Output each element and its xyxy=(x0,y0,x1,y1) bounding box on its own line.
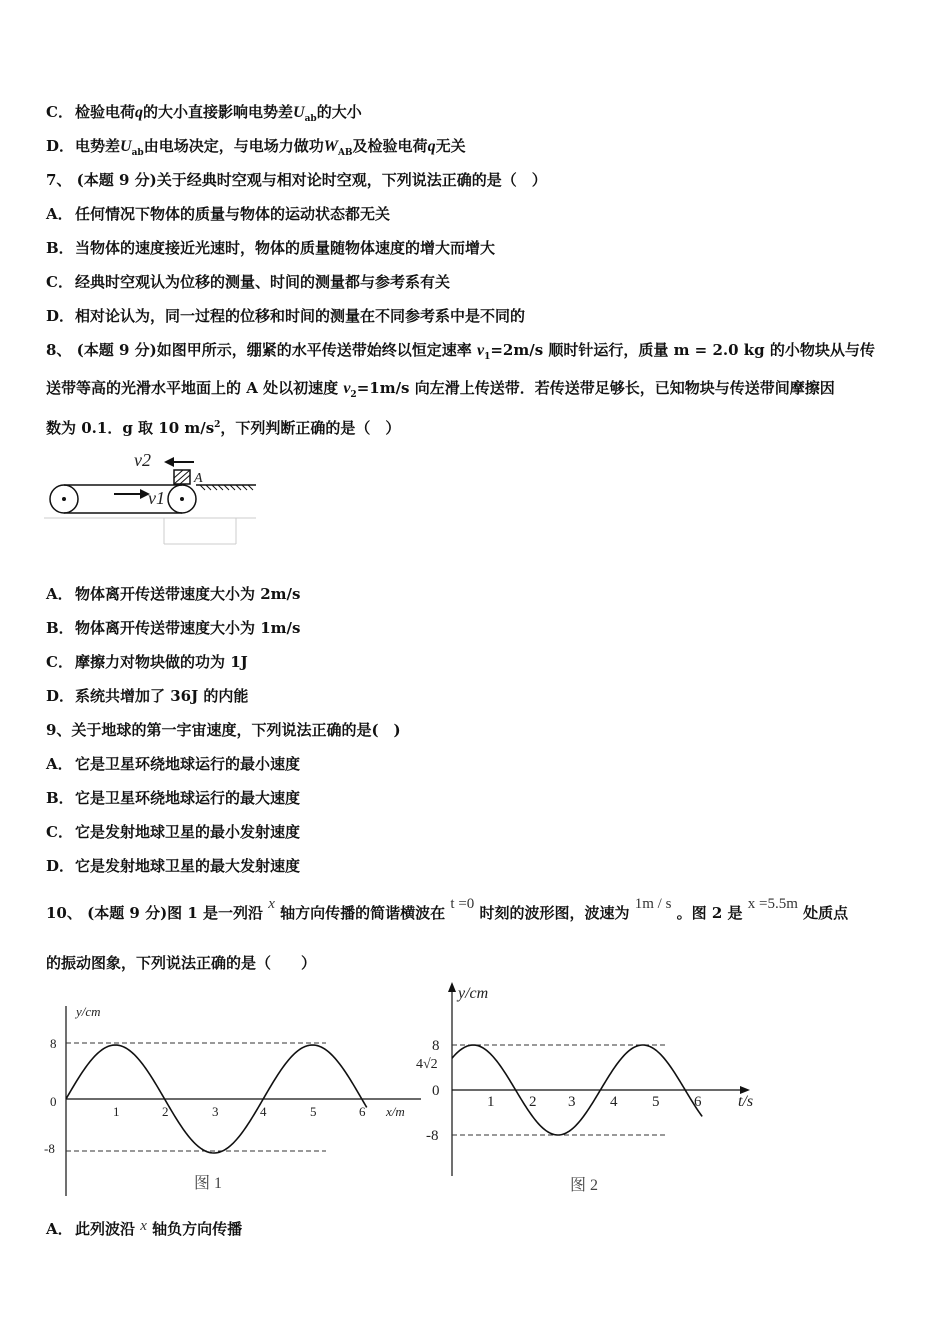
figure-1-waveform xyxy=(36,996,426,1196)
fig1-xtick-5: 5 xyxy=(310,1104,317,1119)
fig1-ytick-0: 0 xyxy=(50,1094,57,1109)
q10-option-a: A． 此列波沿 x 轴负方向传播 xyxy=(46,1218,243,1238)
fig1-ytick-8: 8 xyxy=(50,1036,57,1051)
conveyor-belt-figure xyxy=(44,446,264,550)
fig1-xtick-4: 4 xyxy=(260,1104,267,1119)
point-a-label: A xyxy=(194,471,203,486)
fig1-xtick-3: 3 xyxy=(212,1104,219,1119)
v2-label: v2 xyxy=(134,450,151,470)
q10-stem-line2: 的振动图象，下列说法正确的是（ ） xyxy=(46,954,317,972)
fig2-xtick-5: 5 xyxy=(652,1094,660,1110)
v2-arrowhead xyxy=(164,457,174,467)
q8-stem-line3: 数为 0.1．g 取 10 $m/s^2$，下列判断正确的是（ ） xyxy=(46,419,401,437)
fig1-xtick-1: 1 xyxy=(113,1104,120,1119)
q7-stem: 7、 (本题 9 分)关于经典时空观与相对论时空观，下列说法正确的是（ ） xyxy=(46,171,547,189)
q7-option-a: A． 任何情况下物体的质量与物体的运动状态都无关 xyxy=(46,205,391,223)
q6-option-d: D．电势差$U_{ab}$由电场决定，与电场力做功$W_{AB}$及检验电荷q无关 xyxy=(46,137,466,158)
figure-2-vibration xyxy=(408,980,770,1198)
q7-option-c: C． 经典时空观认为位移的测量、时间的测量都与参考系有关 xyxy=(46,273,451,291)
fig1-xtick-6: 6 xyxy=(359,1104,366,1119)
fig2-xtick-3: 3 xyxy=(568,1094,576,1110)
fig1-xlabel: x/m xyxy=(386,1104,405,1119)
fig1-ylabel: y/cm xyxy=(76,1004,101,1019)
q7-option-d: D．相对论认为，同一过程的位移和时间的测量在不同参考系中是不同的 xyxy=(46,307,526,325)
q9-option-d: D．它是发射地球卫星的最大发射速度 xyxy=(46,857,301,875)
fig2-xlabel: t/s xyxy=(738,1093,754,1110)
q9-option-a: A． 它是卫星环绕地球运行的最小速度 xyxy=(46,755,301,773)
q8-option-b: B．物体离开传送带速度大小为 1m/s xyxy=(46,619,301,637)
fig2-ytick-4root2: 4√2 xyxy=(416,1057,438,1072)
q7-option-b: B．当物体的速度接近光速时，物体的质量随物体速度的增大而增大 xyxy=(46,239,496,257)
q8-option-c: C． 摩擦力对物块做的功为 1J xyxy=(46,653,248,671)
q8-stem-line1: 8、 (本题 9 分)如图甲所示，绷紧的水平传送带始终以恒定速率 $v_1=2m/s$ 顺时针运行，质量 m = 2.0 kg 的小物块从与传 xyxy=(46,341,875,362)
q10-stem-line1: 10、 (本题 9 分)图 1 是一列沿 x 轴方向传播的简谐横波在 t =0 时刻的波形图，波速为 1m / s 。图 2 是 x =5.5m 处质点 xyxy=(46,896,849,922)
fig2-xtick-4: 4 xyxy=(610,1094,618,1110)
fig2-xtick-6: 6 xyxy=(694,1094,702,1110)
q8-option-d: D．系统共增加了 36J 的内能 xyxy=(46,687,249,705)
q9-stem: 9、关于地球的第一宇宙速度，下列说法正确的是( ) xyxy=(46,721,401,739)
v1-label: v1 xyxy=(148,488,165,508)
fig2-ytick-8: 8 xyxy=(432,1038,440,1054)
q9-option-b: B．它是卫星环绕地球运行的最大速度 xyxy=(46,789,301,807)
fig1-ytick-neg8: -8 xyxy=(44,1141,55,1156)
fig2-xtick-2: 2 xyxy=(529,1094,537,1110)
fig2-ytick-0: 0 xyxy=(432,1083,440,1099)
fig1-caption: 图 1 xyxy=(194,1175,223,1192)
fig1-xtick-2: 2 xyxy=(162,1104,169,1119)
q6-option-c: C． 检验电荷q的大小直接影响电势差$U_{ab}$的大小 xyxy=(46,103,362,124)
q8-stem-line2: 送带等高的光滑水平地面上的 A 处以初速度 $v_2=1m/s$ 向左滑上传送带．若传送带足够长，已知物块与传送带间摩擦因 xyxy=(46,379,835,400)
fig2-xtick-1: 1 xyxy=(487,1094,495,1110)
fig2-caption: 图 2 xyxy=(570,1177,599,1194)
fig2-ytick-neg8: -8 xyxy=(426,1128,439,1144)
q8-option-a: A． 物体离开传送带速度大小为 2m/s xyxy=(46,585,301,603)
fig2-ylabel: y/cm xyxy=(458,985,489,1002)
q9-option-c: C． 它是发射地球卫星的最小发射速度 xyxy=(46,823,301,841)
